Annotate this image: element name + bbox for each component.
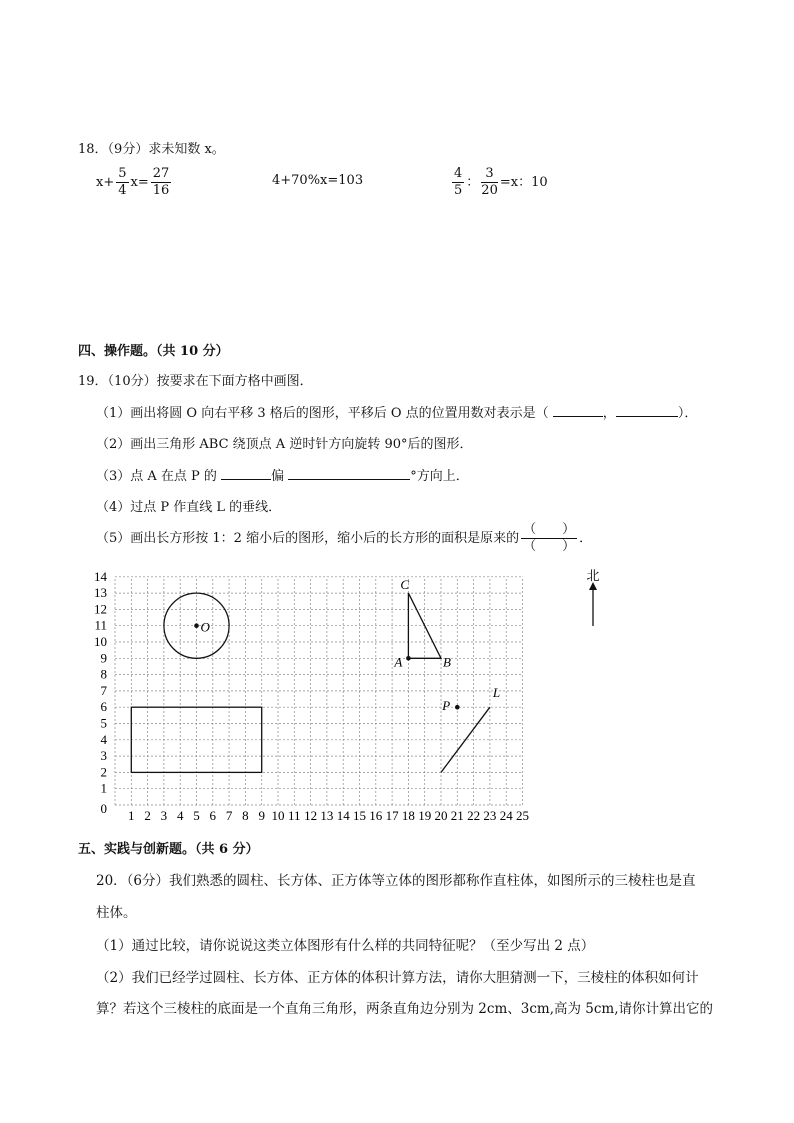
q19-item-2: （2）画出三角形 ABC 绕顶点 A 逆时针方向旋转 90°后的图形． xyxy=(96,437,473,452)
y-axis-tick-label: 6 xyxy=(100,699,107,715)
x-axis-tick-label: 1 xyxy=(128,808,135,823)
q19-item5-fraction xyxy=(521,522,577,555)
q19-item-4: （4）过点 P 作直线 L 的垂线． xyxy=(96,500,282,515)
x-axis-tick-label: 3 xyxy=(160,808,168,823)
q18-equation-2: 4+70%x=103 xyxy=(272,173,364,188)
label-a: A xyxy=(394,654,403,670)
x-axis-tick-label: 25 xyxy=(516,808,529,823)
answer-blank-2[interactable] xyxy=(616,404,678,417)
q18-header: 18．（9分）求未知数 x。 xyxy=(78,142,225,157)
y-axis-tick-label: 10 xyxy=(94,634,107,649)
eq1-mid: x= xyxy=(130,175,149,190)
q19-item5-end: ． xyxy=(579,531,593,546)
eq1-f2-denominator: 16 xyxy=(152,183,170,198)
eq3-fraction-2 xyxy=(481,166,498,199)
q18-equation-1 xyxy=(96,166,173,199)
eq1-fraction-1 xyxy=(116,166,128,199)
y-axis-tick-label: 8 xyxy=(100,666,107,682)
y-axis-tick-label: 0 xyxy=(100,801,107,816)
q20-line-5: 算？若这个三棱柱的底面是一个直角三角形，两条直角边分别为 2cm、3cm,高为 5cm,请你计算出它的 xyxy=(96,1001,714,1017)
y-axis-tick-label: 9 xyxy=(100,650,107,666)
eq3-f1-numerator: 4 xyxy=(454,166,463,181)
x-axis-tick-label: 22 xyxy=(467,808,481,823)
answer-blank-1[interactable] xyxy=(553,404,603,417)
x-axis-tick-label: 20 xyxy=(434,808,448,823)
eq3-f2-numerator: 3 xyxy=(481,166,498,183)
x-axis-tick-label: 23 xyxy=(483,808,497,823)
coordinate-grid xyxy=(90,568,620,828)
eq1-f2-numerator: 27 xyxy=(152,166,170,181)
label-o: O xyxy=(200,619,210,635)
eq1-f1-denominator: 4 xyxy=(118,183,127,198)
eq3-fraction-1 xyxy=(452,166,464,199)
label-p: P xyxy=(442,698,451,714)
section4-title: 四、操作题。（共 10 分） xyxy=(78,344,229,359)
answer-blank-3[interactable] xyxy=(221,467,271,480)
item5-numerator-blank[interactable]: （ ） xyxy=(523,522,576,537)
q19-item3-a: （3）点 A 在点 P 的 xyxy=(96,469,217,484)
x-axis-tick-label: 7 xyxy=(225,808,233,823)
y-axis-tick-label: 3 xyxy=(100,748,107,764)
x-axis-tick-label: 16 xyxy=(369,808,383,823)
x-axis-tick-label: 18 xyxy=(401,808,415,823)
x-axis-tick-label: 17 xyxy=(385,808,399,823)
x-axis-tick-label: 14 xyxy=(336,808,350,823)
point-p xyxy=(455,705,460,710)
q20-line-3: （1）通过比较，请你说说这类立体图形有什么样的共同特征呢？（至少写出 2 点） xyxy=(96,938,595,954)
x-axis-tick-label: 10 xyxy=(271,808,285,823)
point-o xyxy=(194,623,199,628)
x-axis-tick-label: 21 xyxy=(450,808,464,823)
q19-item-1 xyxy=(96,402,697,421)
north-label: 北 xyxy=(586,569,600,584)
q20-line-4: （2）我们已经学过圆柱、长方体、正方体的体积计算方法，请你大胆猜测一下，三棱柱的体积如何计 xyxy=(96,970,699,986)
y-axis-tick-label: 4 xyxy=(100,731,107,747)
q20-line-1: 20．（6分）我们熟悉的圆柱、长方体、正方体等立体的图形都称作直柱体，如图所示的三棱柱也是直 xyxy=(96,873,696,889)
q19-item1-text: （1）画出将圆 O 向右平移 3 格后的图形，平移后 O 点的位置用数对表示是（ xyxy=(96,406,549,421)
q19-header: 19．（10分）按要求在下面方格中画图． xyxy=(78,374,313,389)
eq3-f1-denominator: 5 xyxy=(454,183,463,198)
x-axis-tick-label: 15 xyxy=(353,808,366,823)
q19-item-5 xyxy=(96,522,592,555)
q19-item1-end: ）． xyxy=(677,406,698,421)
q19-item5-text: （5）画出长方形按 1：2 缩小后的图形，缩小后的长方形的面积是原来的 xyxy=(96,531,520,546)
x-axis-tick-label: 4 xyxy=(176,808,184,823)
item5-denominator-blank[interactable]: （ ） xyxy=(523,539,576,554)
y-axis-tick-label: 14 xyxy=(94,568,107,584)
x-axis-tick-label: 12 xyxy=(304,808,318,823)
x-axis-tick-label: 5 xyxy=(193,808,200,823)
x-axis-tick-label: 8 xyxy=(242,808,249,823)
eq1-fraction-2 xyxy=(151,166,172,199)
label-l: L xyxy=(492,685,501,701)
q19-item3-c: °方向上． xyxy=(410,469,469,484)
y-axis-tick-label: 1 xyxy=(100,780,107,796)
eq1-prefix: x+ xyxy=(96,175,115,190)
y-axis-tick-label: 13 xyxy=(94,585,107,601)
section5-title: 五、实践与创新题。（共 6 分） xyxy=(78,842,259,857)
x-axis-tick-label: 19 xyxy=(418,808,432,823)
x-axis-tick-label: 11 xyxy=(288,808,301,823)
eq3-colon: ： xyxy=(466,175,480,190)
q19-item3-b: 偏 xyxy=(271,469,285,484)
x-axis-tick-label: 2 xyxy=(144,808,151,823)
y-axis-tick-label: 2 xyxy=(100,764,107,780)
y-axis-tick-label: 12 xyxy=(94,601,107,617)
x-axis-tick-label: 6 xyxy=(209,808,217,823)
x-axis-tick-label: 9 xyxy=(258,808,265,823)
y-axis-tick-label: 11 xyxy=(94,617,107,633)
eq1-f1-numerator: 5 xyxy=(118,166,127,181)
q20-line-2: 柱体。 xyxy=(96,905,137,921)
label-c: C xyxy=(400,577,410,593)
label-b: B xyxy=(443,654,451,670)
x-axis-tick-label: 24 xyxy=(499,808,513,823)
eq3-rest: =x：10 xyxy=(499,175,548,190)
q18-equation-3 xyxy=(450,166,548,199)
point-a xyxy=(406,656,411,661)
y-axis-tick-label: 7 xyxy=(100,682,107,698)
x-axis-tick-label: 13 xyxy=(320,808,334,823)
eq3-f2-denominator: 20 xyxy=(481,183,498,198)
y-axis-tick-label: 5 xyxy=(100,715,107,731)
answer-blank-4[interactable] xyxy=(288,467,410,480)
q19-item1-comma: ， xyxy=(602,406,616,421)
q19-item-3 xyxy=(96,465,469,484)
